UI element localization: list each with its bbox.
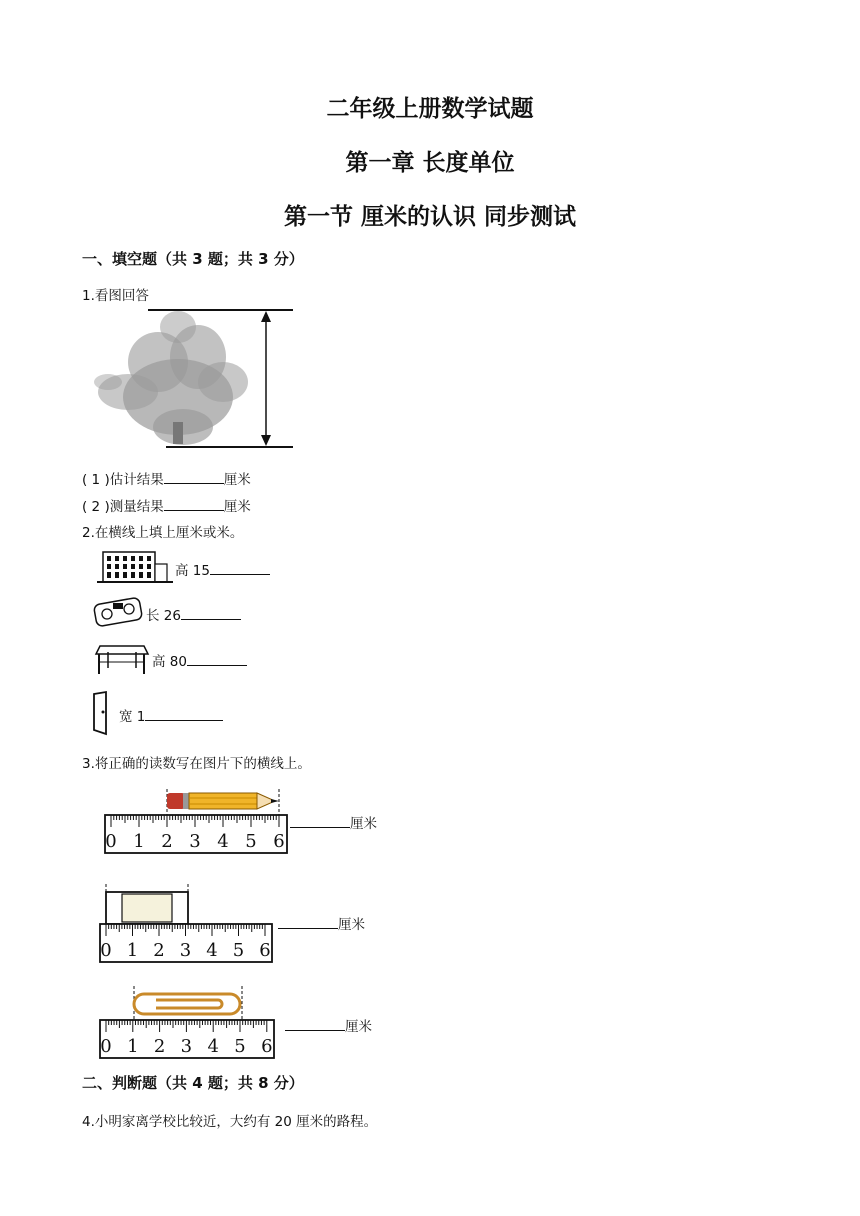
q3-answer-1 [290, 812, 377, 832]
q2-item-3 [152, 650, 247, 670]
q3-answer-2 [278, 913, 365, 933]
ruler-3-number: 1 [127, 1036, 139, 1057]
q2-prompt: 2.在横线上填上厘米或米。 [82, 525, 244, 541]
q1-sub2-unit: 厘米 [223, 499, 251, 515]
q2-item-4 [119, 705, 223, 725]
ruler-3-number: 3 [180, 1036, 193, 1057]
chapter-title: 第一章 长度单位 [345, 150, 515, 176]
q2-item-2 [146, 604, 241, 624]
q1-sub1-blank[interactable] [164, 469, 224, 484]
q1-sub1-label: ( 1 )估计结果 [82, 472, 164, 488]
ruler-1-number: 1 [133, 831, 145, 852]
paperclip-illustration [134, 994, 240, 1014]
q2-item-4-label: 宽 1 [119, 709, 146, 725]
ruler-1-number: 6 [273, 831, 285, 852]
tape-recorder-icon [93, 597, 145, 627]
q2-item-2-label: 长 26 [146, 608, 181, 624]
section-title: 第一节 厘米的认识 同步测试 [283, 204, 576, 230]
q1-sub2 [82, 495, 251, 515]
ruler-1-number: 2 [161, 831, 173, 852]
ruler-3-number: 6 [261, 1036, 273, 1057]
ruler-1 [105, 815, 287, 853]
q2-item-3-blank[interactable] [187, 651, 247, 666]
ruler-2-number: 6 [259, 940, 271, 961]
ruler-2-number: 4 [206, 940, 218, 961]
q3-answer-3 [285, 1015, 372, 1035]
ruler-3-number: 4 [207, 1036, 219, 1057]
tree-measure-figure [88, 302, 308, 457]
q3-blank-2[interactable] [278, 914, 338, 929]
ruler-2-number: 3 [179, 940, 192, 961]
ruler-1-number: 3 [189, 831, 201, 852]
q3-blank-3[interactable] [285, 1016, 345, 1031]
ruler-3 [100, 1020, 274, 1058]
eraser-ruler-figure [98, 882, 276, 964]
q3-unit-3: 厘米 [345, 1019, 372, 1035]
q2-item-3-label: 高 80 [152, 654, 187, 670]
ruler-2-number: 0 [100, 940, 112, 961]
pencil-ruler-figure [103, 785, 289, 857]
q2-item-1-label: 高 15 [175, 563, 210, 579]
q1-sub1-unit: 厘米 [223, 472, 251, 488]
paperclip-ruler-figure [98, 984, 278, 1060]
q1-prompt: 1.看图回答 [82, 288, 149, 304]
table-icon [94, 640, 150, 678]
q4-text: 4.小明家离学校比较近，大约有 20 厘米的路程。 [82, 1114, 378, 1130]
q2-item-4-blank[interactable] [145, 706, 223, 721]
q3-unit-1: 厘米 [350, 816, 377, 832]
ruler-3-number: 2 [153, 1036, 166, 1057]
ruler-2-number: 2 [153, 940, 165, 961]
ruler-2 [100, 924, 272, 962]
building-icon [97, 548, 173, 584]
tree-illustration [94, 311, 248, 445]
q3-blank-1[interactable] [290, 813, 350, 828]
part1-heading: 一、填空题（共 3 题；共 3 分） [82, 250, 304, 268]
q2-item-1-blank[interactable] [210, 560, 270, 575]
part2-heading: 二、判断题（共 4 题；共 8 分） [82, 1074, 304, 1092]
q3-unit-2: 厘米 [338, 917, 365, 933]
q2-item-2-blank[interactable] [181, 605, 241, 620]
q1-sub2-blank[interactable] [164, 496, 224, 511]
ruler-1-number: 5 [245, 831, 257, 852]
ruler-1-number: 0 [105, 831, 117, 852]
q2-item-1 [175, 559, 270, 579]
ruler-3-number: 0 [100, 1036, 112, 1057]
eraser-illustration [106, 892, 188, 924]
ruler-2-number: 5 [232, 940, 245, 961]
page-title: 二年级上册数学试题 [326, 96, 534, 122]
ruler-2-number: 1 [126, 940, 139, 961]
ruler-1-number: 4 [217, 831, 229, 852]
door-icon [90, 690, 112, 736]
ruler-3-number: 5 [234, 1036, 246, 1057]
q3-prompt: 3.将正确的读数写在图片下的横线上。 [82, 756, 311, 772]
q1-sub1 [82, 468, 251, 488]
q1-sub2-label: ( 2 )测量结果 [82, 499, 164, 515]
pencil-illustration [167, 793, 279, 809]
